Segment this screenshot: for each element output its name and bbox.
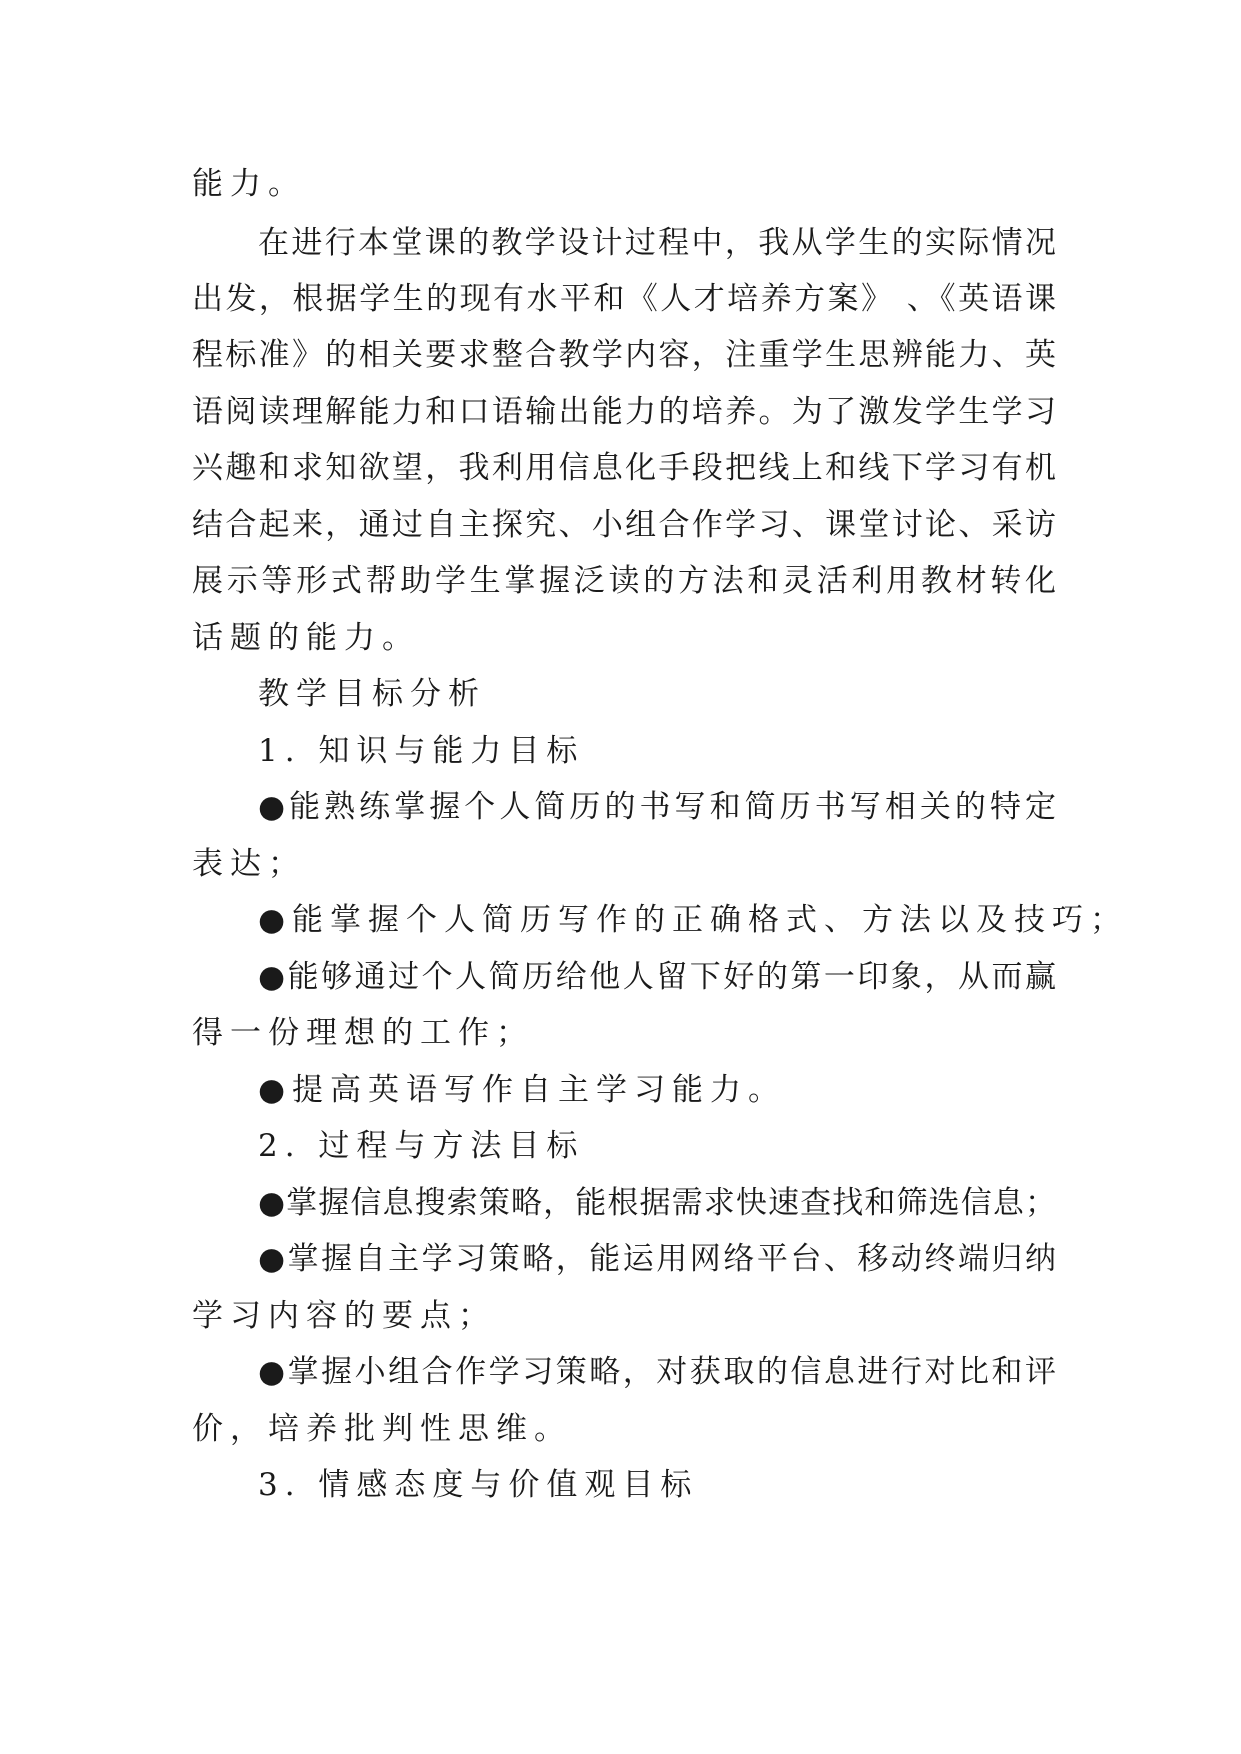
bullet-item: ●掌握信息搜索策略，能根据需求快速查找和筛选信息； (258, 1185, 1056, 1221)
paragraph-line: 语阅读理解能力和口语输出能力的培养。为了激发学生学习 (192, 394, 1056, 430)
subsection-heading: 2. 过程与方法目标 (258, 1128, 585, 1164)
section-heading: 教学目标分析 (258, 676, 486, 712)
subsection-heading: 3. 情感态度与价值观目标 (258, 1467, 699, 1503)
paragraph-line: 在进行本堂课的教学设计过程中，我从学生的实际情况 (258, 225, 1056, 261)
bullet-item: ●能熟练掌握个人简历的书写和简历书写相关的特定 (258, 789, 1056, 825)
paragraph-line: 兴趣和求知欲望，我利用信息化手段把线上和线下学习有机 (192, 450, 1056, 486)
text-line: 能力。 (192, 166, 306, 202)
paragraph-line: 展示等形式帮助学生掌握泛读的方法和灵活利用教材转化 (192, 563, 1056, 599)
bullet-item-continuation: 价，培养批判性思维。 (192, 1411, 572, 1447)
bullet-item: ●能够通过个人简历给他人留下好的第一印象，从而赢 (258, 959, 1056, 995)
subsection-heading: 1. 知识与能力目标 (258, 733, 585, 769)
bullet-item-continuation: 得一份理想的工作； (192, 1015, 534, 1051)
paragraph-line: 结合起来，通过自主探究、小组合作学习、课堂讨论、采访 (192, 507, 1056, 543)
bullet-item-continuation: 表达； (192, 846, 306, 882)
bullet-item: ●掌握小组合作学习策略，对获取的信息进行对比和评 (258, 1354, 1056, 1390)
bullet-item: ●掌握自主学习策略，能运用网络平台、移动终端归纳 (258, 1241, 1056, 1277)
paragraph-line: 程标准》的相关要求整合教学内容，注重学生思辨能力、英 (192, 337, 1056, 373)
bullet-item: ●能掌握个人简历写作的正确格式、方法以及技巧； (258, 902, 1129, 938)
bullet-item-continuation: 学习内容的要点； (192, 1298, 496, 1334)
paragraph-line: 话题的能力。 (192, 620, 420, 656)
paragraph-line: 出发，根据学生的现有水平和《人才培养方案》 、《英语课 (192, 281, 1056, 317)
bullet-item: ●提高英语写作自主学习能力。 (258, 1072, 787, 1108)
